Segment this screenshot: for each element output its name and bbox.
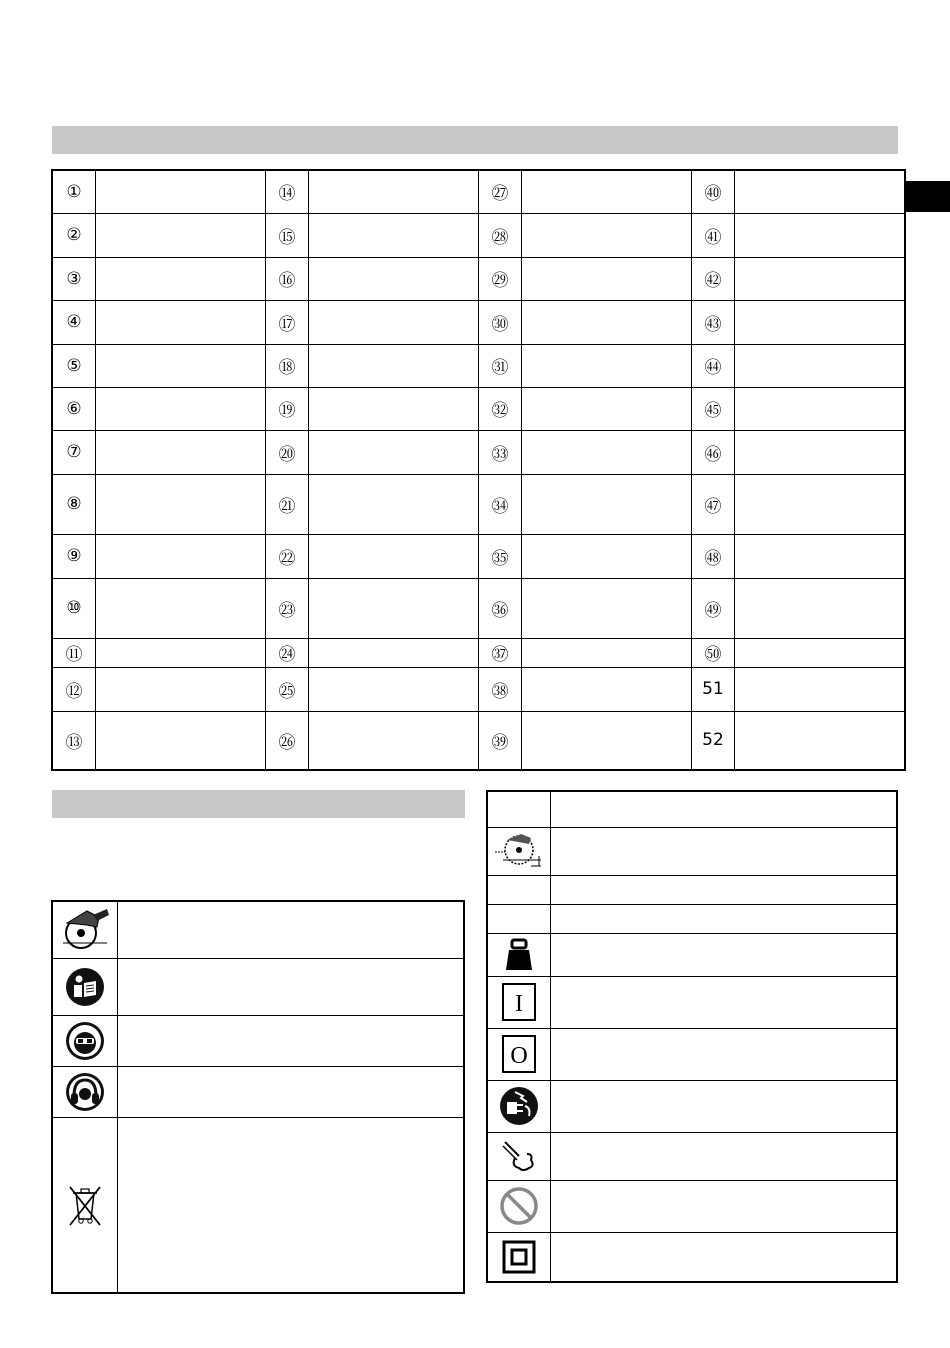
part-name [735, 534, 906, 578]
part-number: ㉘ [479, 213, 522, 257]
part-name [522, 474, 692, 534]
switch-on-glyph: I [515, 991, 523, 1017]
symbol-cell-empty [487, 791, 551, 827]
symbol-cell-empty [487, 904, 551, 933]
symbol-description [551, 791, 898, 827]
symbol-description [118, 1015, 465, 1066]
part-number: ⑱ [266, 344, 309, 387]
part-number: ② [52, 213, 96, 257]
parts-row [52, 474, 905, 534]
symbol-description [551, 827, 898, 875]
part-name [309, 430, 479, 474]
part-number: ㊲ [479, 638, 522, 667]
part-number: ㊵ [692, 170, 735, 213]
symbol-cell-empty [487, 875, 551, 904]
part-name [96, 387, 266, 430]
part-name [522, 711, 692, 770]
part-name [309, 474, 479, 534]
part-number: ㊳ [479, 667, 522, 711]
symbol-row [52, 1066, 464, 1117]
part-number: ㊸ [692, 300, 735, 344]
switch-off-glyph: O [510, 1043, 528, 1069]
symbol-description [118, 901, 465, 958]
part-name [309, 170, 479, 213]
parts-row [52, 213, 905, 257]
part-number: ⑥ [52, 387, 96, 430]
part-name [522, 430, 692, 474]
switch-off-icon [487, 1028, 551, 1080]
part-name [309, 667, 479, 711]
part-name [735, 667, 906, 711]
part-number: ⑬ [52, 711, 96, 770]
part-name [96, 474, 266, 534]
part-number: ⑲ [266, 387, 309, 430]
parts-row [52, 534, 905, 578]
part-name [522, 387, 692, 430]
disconnect-plug-icon [487, 1080, 551, 1132]
symbol-row [487, 933, 897, 976]
part-number: ④ [52, 300, 96, 344]
part-number: ⑤ [52, 344, 96, 387]
part-number: ㉖ [266, 711, 309, 770]
symbol-description [551, 1180, 898, 1232]
part-name [735, 578, 906, 638]
part-name [735, 300, 906, 344]
symbol-description [118, 958, 465, 1015]
part-number: ⑫ [52, 667, 96, 711]
part-number: 51 [692, 667, 735, 711]
part-name [96, 257, 266, 300]
part-number: ㊱ [479, 578, 522, 638]
language-side-tab [906, 181, 950, 212]
part-name [96, 667, 266, 711]
part-name [309, 387, 479, 430]
parts-row [52, 170, 905, 213]
part-number: ㊴ [479, 711, 522, 770]
parts-row [52, 257, 905, 300]
part-number: ⑮ [266, 213, 309, 257]
symbols-table-right [486, 790, 898, 1283]
part-number: ㊾ [692, 578, 735, 638]
part-name [96, 300, 266, 344]
symbol-description [551, 875, 898, 904]
part-number: ㊿ [692, 638, 735, 667]
symbol-row [487, 1028, 897, 1080]
part-name [735, 257, 906, 300]
part-number: ⑰ [266, 300, 309, 344]
symbol-description [551, 933, 898, 976]
part-name [735, 344, 906, 387]
parts-row [52, 667, 905, 711]
symbol-row [52, 1117, 464, 1293]
symbol-row [487, 1080, 897, 1132]
part-number: ㉟ [479, 534, 522, 578]
part-name [735, 474, 906, 534]
part-name [522, 257, 692, 300]
part-name [96, 344, 266, 387]
part-number: ⑧ [52, 474, 96, 534]
part-number: ㊷ [692, 257, 735, 300]
parts-row [52, 578, 905, 638]
part-name [522, 534, 692, 578]
part-number: ㉚ [479, 300, 522, 344]
part-number: ㉑ [266, 474, 309, 534]
part-name [309, 711, 479, 770]
prohibited-icon [487, 1180, 551, 1232]
part-number: ⑪ [52, 638, 96, 667]
part-name [96, 711, 266, 770]
symbol-row [487, 1132, 897, 1180]
symbol-description [551, 976, 898, 1028]
weight-icon [487, 933, 551, 976]
part-name [96, 170, 266, 213]
eye-protection-icon [52, 1015, 118, 1066]
symbol-description [551, 1028, 898, 1080]
part-name [735, 430, 906, 474]
dust-blow-icon [487, 1132, 551, 1180]
part-name [735, 711, 906, 770]
part-number: ㊻ [692, 430, 735, 474]
part-name [309, 578, 479, 638]
part-name [96, 430, 266, 474]
symbol-row [487, 791, 897, 827]
part-number: ⑨ [52, 534, 96, 578]
part-number: ㉒ [266, 534, 309, 578]
parts-row [52, 387, 905, 430]
part-name [522, 344, 692, 387]
part-name [735, 638, 906, 667]
part-number: ③ [52, 257, 96, 300]
part-name [309, 638, 479, 667]
part-number: ㉓ [266, 578, 309, 638]
part-number: ⑭ [266, 170, 309, 213]
parts-row [52, 638, 905, 667]
switch-on-icon [487, 976, 551, 1028]
part-number: 52 [692, 711, 735, 770]
part-name [735, 213, 906, 257]
part-name [522, 638, 692, 667]
parts-row [52, 300, 905, 344]
weee-bin-icon [52, 1117, 118, 1293]
symbol-row [52, 1015, 464, 1066]
part-number: ㊹ [692, 344, 735, 387]
part-number: ㉔ [266, 638, 309, 667]
symbol-row [487, 875, 897, 904]
symbols-table-left [51, 900, 465, 1294]
part-name [522, 170, 692, 213]
part-name [96, 213, 266, 257]
symbol-description [118, 1117, 465, 1293]
part-name [735, 170, 906, 213]
parts-row [52, 344, 905, 387]
part-number: ⑳ [266, 430, 309, 474]
part-name [522, 667, 692, 711]
part-number: ⑩ [52, 578, 96, 638]
part-name [522, 578, 692, 638]
symbol-row [487, 827, 897, 875]
symbol-row [52, 901, 464, 958]
part-number: ⑯ [266, 257, 309, 300]
part-name [309, 257, 479, 300]
symbol-description [551, 1132, 898, 1180]
part-number: ㉞ [479, 474, 522, 534]
symbols-header-bar [52, 790, 465, 818]
parts-row [52, 430, 905, 474]
part-name [522, 213, 692, 257]
part-number: ① [52, 170, 96, 213]
part-name [309, 300, 479, 344]
symbol-row [487, 1232, 897, 1282]
circular-saw-icon [52, 901, 118, 958]
part-name [96, 534, 266, 578]
symbol-row [487, 904, 897, 933]
symbol-description [551, 904, 898, 933]
symbol-row [52, 958, 464, 1015]
symbol-description [551, 1232, 898, 1282]
part-name [522, 300, 692, 344]
section-header-bar [52, 126, 898, 154]
part-number: ⑦ [52, 430, 96, 474]
part-number: ㊽ [692, 534, 735, 578]
part-name [735, 387, 906, 430]
parts-list-table [51, 169, 906, 771]
part-number: ㊼ [692, 474, 735, 534]
ear-protection-icon [52, 1066, 118, 1117]
part-number: ㉙ [479, 257, 522, 300]
part-number: ㉝ [479, 430, 522, 474]
symbol-row [487, 976, 897, 1028]
part-number: ㉛ [479, 344, 522, 387]
parts-row [52, 711, 905, 770]
part-number: ㉕ [266, 667, 309, 711]
part-number: ㉜ [479, 387, 522, 430]
part-number: ㊺ [692, 387, 735, 430]
part-name [96, 578, 266, 638]
part-name [309, 344, 479, 387]
part-number: ㉗ [479, 170, 522, 213]
symbol-description [118, 1066, 465, 1117]
part-name [96, 638, 266, 667]
saw-cutting-depth-icon [487, 827, 551, 875]
read-manual-icon [52, 958, 118, 1015]
part-number: ㊶ [692, 213, 735, 257]
part-name [309, 213, 479, 257]
double-insulation-icon [487, 1232, 551, 1282]
part-name [309, 534, 479, 578]
symbol-row [487, 1180, 897, 1232]
symbol-description [551, 1080, 898, 1132]
